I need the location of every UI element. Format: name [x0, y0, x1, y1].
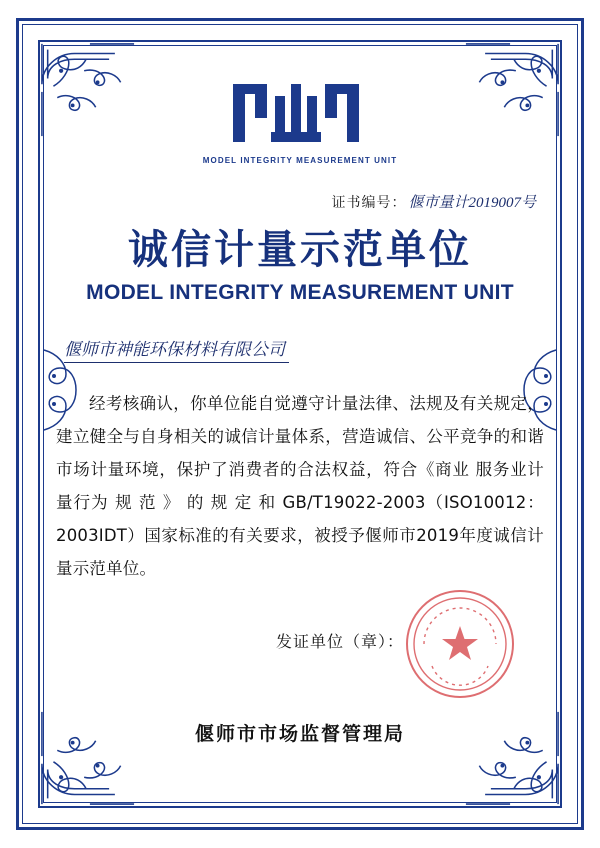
certificate-body-paragraph: 经考核确认，你单位能自觉遵守计量法律、法规及有关规定，建立健全与自身相关的诚信计量体系，营造诚信、公平竞争的和谐市场计量环境，保护了消费者的合法权益，符合《商业 服务业计量行为 规 范 》 的 规 定 和 GB/T19022-2003（ISO10012：2003IDT）国家标准的有关要求，被授予偃师市2019年度诚信计量示范单位。 — [56, 394, 544, 578]
issuer-label: 发证单位（章）： — [275, 632, 404, 651]
certificate-number-label: 证书编号： — [331, 194, 407, 210]
certificate-body — [56, 387, 544, 585]
certificate-number — [56, 191, 544, 212]
title-chinese: 诚信计量示范单位 — [128, 227, 472, 273]
recipient-name: 偃师市神能环保材料有限公司 — [64, 335, 289, 363]
official-seal-stamp — [406, 590, 514, 698]
certificate-number-value: 偃市量计2019007号 — [408, 195, 536, 211]
measurement-unit-logo-icon — [225, 76, 375, 150]
logo-block — [56, 58, 544, 165]
logo-caption: MODEL INTEGRITY MEASUREMENT UNIT — [202, 156, 398, 165]
title-english: MODEL INTEGRITY MEASUREMENT UNIT — [86, 281, 514, 304]
issuing-organization: 偃师市市场监督管理局 — [194, 723, 405, 745]
